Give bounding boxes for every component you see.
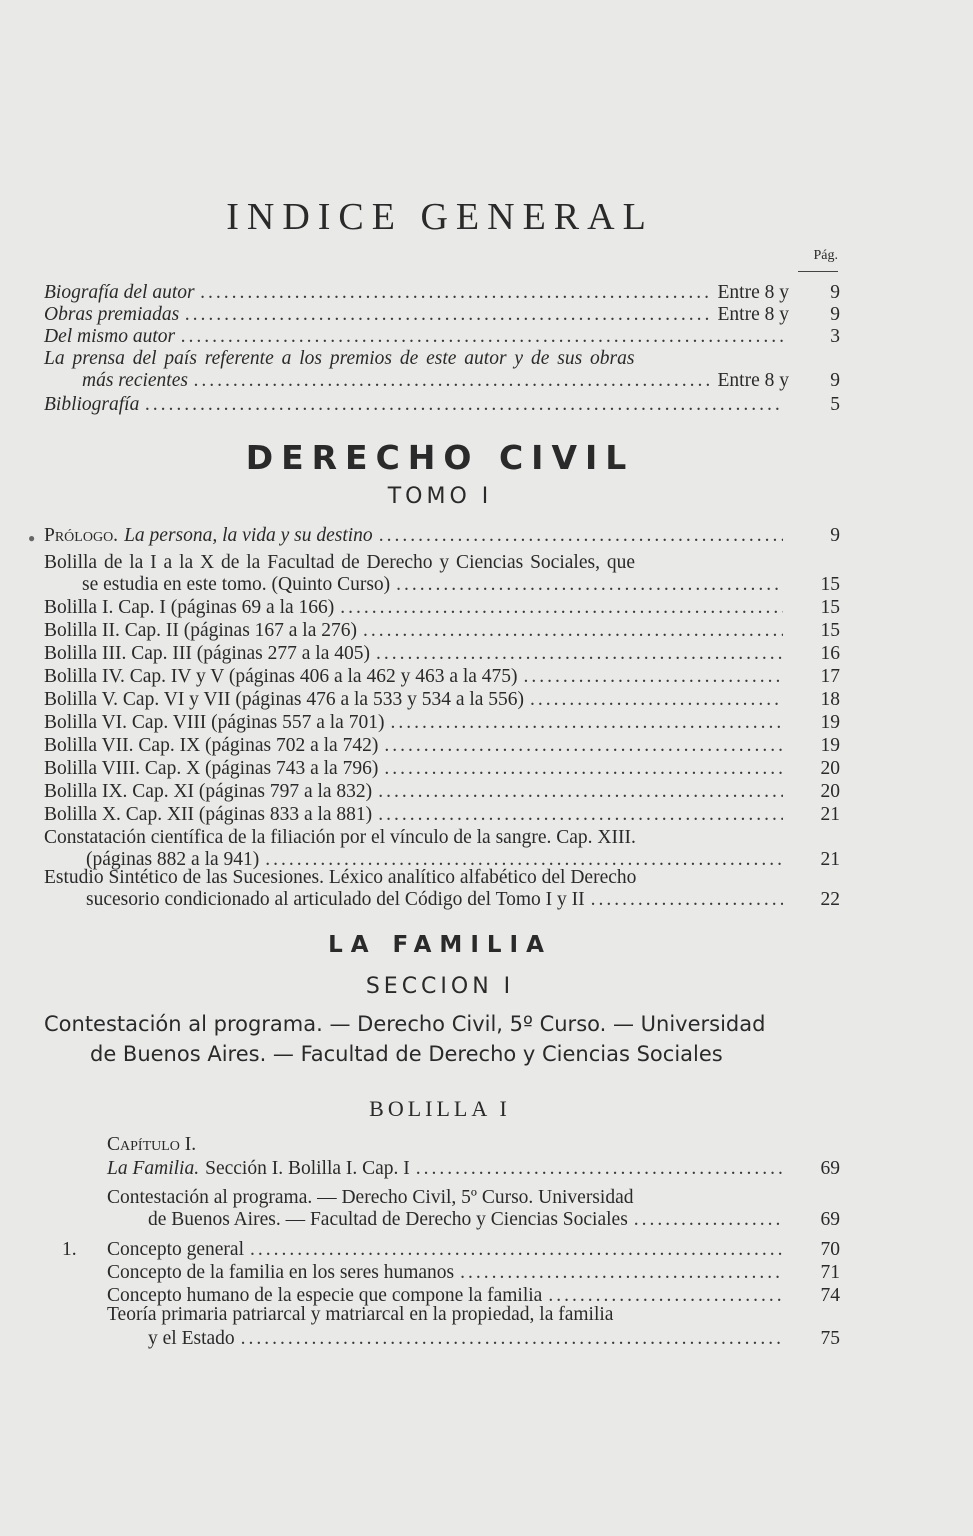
dot-leader [634,1208,783,1232]
entry-label: Bibliografía [44,394,140,415]
entry-title: La persona, la vida y su destino [124,525,373,546]
entry-label: Bolilla IX. Cap. XI (páginas 797 a la 832) [44,781,373,802]
familia-entry-la-familia [107,1157,789,1181]
entry-page: 19 [820,712,840,733]
entry-label: Concepto humano de la especie que compone la familia [107,1285,543,1306]
bolilla-entry [44,711,789,735]
entry-page: 18 [820,689,840,710]
bolilla-entry [44,619,789,643]
entry-label: Bolilla V. Cap. VI y VII (páginas 476 a la 533 y 534 a la 556) [44,689,525,710]
entry-range: Entre 8 y [717,304,789,325]
bolilla-intro-line1: Bolilla de la I a la X de la Facultad de Derecho y Ciencias Sociales, que [44,552,635,573]
entry-label: Bolilla VI. Cap. VIII (páginas 557 a la 701) [44,712,385,733]
dot-leader [591,888,783,912]
entry-page: 70 [820,1239,840,1260]
entry-page: 69 [820,1209,840,1230]
entry-page: 75 [820,1328,840,1349]
dot-leader [340,596,783,620]
entry-page: 21 [820,849,840,870]
contestacion-heading-line2: de Buenos Aires. — Facultad de Derecho y Ciencias Sociales [90,1042,723,1066]
entry-label: Bolilla II. Cap. II (páginas 167 a la 276) [44,620,357,641]
entry-page: 9 [830,304,840,325]
entry-page: 15 [820,597,840,618]
entry-label: Sección I. Bolilla I. Cap. I [205,1158,410,1179]
dot-leader [241,1327,783,1351]
bolilla-entry [44,734,789,758]
entry-page: 71 [820,1262,840,1283]
dot-leader [250,1238,783,1262]
item-number: 1. [62,1239,77,1260]
dot-leader [384,734,783,758]
dot-leader [363,619,783,643]
entry-page: 20 [820,781,840,802]
bolilla-entry [44,757,789,781]
capitulo-label: Capítulo I. [107,1134,197,1155]
bolilla-entry [44,688,789,712]
entry-label: Del mismo autor [44,326,176,347]
entry-page: 22 [820,889,840,910]
page-column-header: Pág. [813,248,838,263]
index-entry-bibliografia [44,393,789,417]
teoria-line2 [148,1327,789,1351]
index-entry-prensa: La prensa del país referente a los premios de este autor y de sus obras [44,348,635,369]
entry-page: 9 [830,282,840,303]
constatacion-line1: Constatación científica de la filiación por el vínculo de la sangre. Cap. XIII. [44,827,636,848]
entry-label: más recientes [82,370,188,391]
entry-page: 21 [820,804,840,825]
entry-label: y el Estado [148,1328,235,1349]
entry-page: 15 [820,574,840,595]
dot-leader [396,573,783,597]
index-entry-prologo [44,524,789,548]
dot-leader [390,711,783,735]
index-entry-obras-premiadas [44,303,789,327]
estudio-line1: Estudio Sintético de las Sucesiones. Léxico analítico alfabético del Derecho [44,867,637,888]
entry-page: 20 [820,758,840,779]
dot-leader [194,369,712,393]
dot-leader [530,688,783,712]
bolilla-entry [44,665,789,689]
entry-page: 74 [820,1285,840,1306]
dot-leader [524,665,783,689]
entry-label: Bolilla X. Cap. XII (páginas 833 a la 881) [44,804,373,825]
teoria-line1: Teoría primaria patriarcal y matriarcal en la propiedad, la familia [107,1304,614,1325]
entry-page: 15 [820,620,840,641]
entry-label: Obras premiadas [44,304,180,325]
dot-leader [384,757,783,781]
bolilla-entry [44,803,789,827]
dot-leader [379,524,783,548]
bolilla-entry [44,596,789,620]
entry-label: (páginas 882 a la 941) [86,849,260,870]
familia-contest-line1: Contestación al programa. — Derecho Civil, 5º Curso. Universidad [107,1187,634,1208]
entry-label: Bolilla VIII. Cap. X (páginas 743 a la 796) [44,758,379,779]
entry-title: La Familia. [107,1158,200,1179]
dot-leader [145,393,783,417]
entry-label: Bolilla III. Cap. III (páginas 277 a la 405) [44,643,370,664]
dot-leader [378,780,783,804]
entry-label: Concepto de la familia en los seres humanos [107,1262,455,1283]
page-column-rule [798,271,838,272]
dot-leader [376,642,783,666]
entry-label: se estudia en este tomo. (Quinto Curso) [82,574,391,595]
index-entry-biografia [44,281,789,305]
dot-leader [181,325,783,349]
entry-page: 9 [830,370,840,391]
subheading-bolilla: BOLILLA I [369,1096,511,1121]
familia-item [107,1261,789,1285]
entry-page: 3 [830,326,840,347]
bolilla-intro-line2 [82,573,789,597]
dot-leader [201,281,712,305]
index-entry-del-mismo-autor [44,325,789,349]
subheading-tomo: TOMO I [387,484,493,509]
dot-leader [416,1157,783,1181]
subheading-seccion: SECCION I [365,974,515,999]
entry-page: 16 [820,643,840,664]
entry-range: Entre 8 y [717,282,789,303]
bolilla-entry [44,642,789,666]
entry-label: Biografía del autor [44,282,195,303]
entry-label: Bolilla VII. Cap. IX (páginas 702 a la 742) [44,735,379,756]
entry-label: sucesorio condicionado al articulado del Código del Tomo I y II [86,889,585,910]
section-heading-la-familia: LA FAMILIA [328,932,552,958]
page-title: INDICE GENERAL [226,196,654,238]
index-entry-recientes [82,369,789,393]
contestacion-heading-line1: Contestación al programa. — Derecho Civil, 5º Curso. — Universidad [44,1012,766,1036]
entry-page: 69 [820,1158,840,1179]
entry-page: 17 [820,666,840,687]
section-heading-derecho-civil: DERECHO CIVIL [245,438,635,477]
entry-page: 9 [830,525,840,546]
dot-leader [460,1261,783,1285]
entry-page: 19 [820,735,840,756]
estudio-line2 [86,888,789,912]
dot-leader [378,803,783,827]
entry-page: 5 [830,394,840,415]
entry-label: Concepto general [107,1239,244,1260]
entry-label: Prólogo. [44,525,119,546]
entry-label: Bolilla IV. Cap. IV y V (páginas 406 a la 462 y 463 a la 475) [44,666,518,687]
dot-leader [185,303,711,327]
bullet-mark: ● [28,531,36,545]
familia-item [107,1238,789,1262]
entry-label: de Buenos Aires. — Facultad de Derecho y Ciencias Sociales [148,1209,628,1230]
entry-range: Entre 8 y [717,370,789,391]
bolilla-entry [44,780,789,804]
familia-contest-line2 [148,1208,789,1232]
entry-label: Bolilla I. Cap. I (páginas 69 a la 166) [44,597,335,618]
